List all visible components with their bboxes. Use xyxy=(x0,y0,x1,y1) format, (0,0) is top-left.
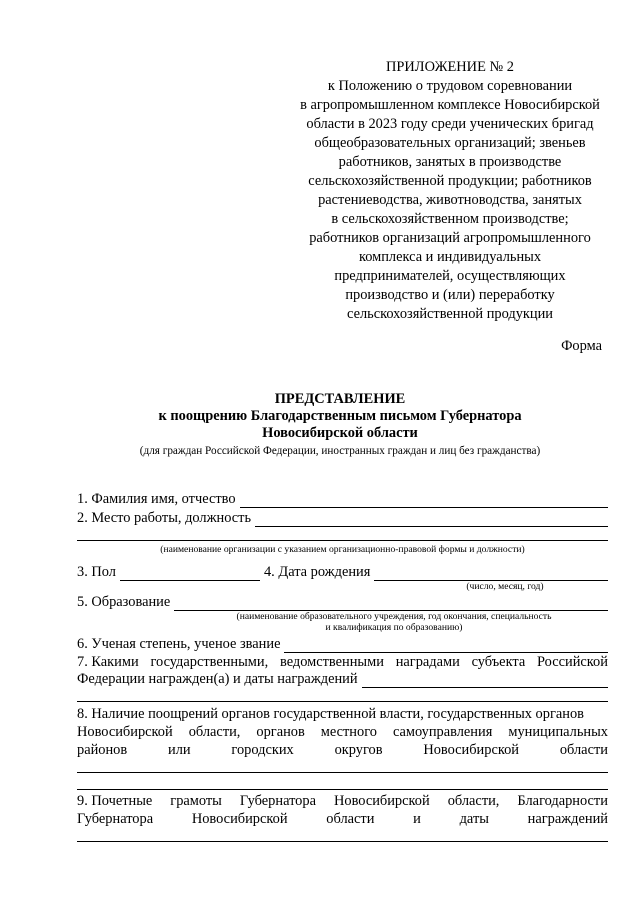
annex-line: растениеводства, животноводства, занятых xyxy=(318,192,582,208)
field-label: 8. Наличие поощрений органов государственной власти, государственных органов xyxy=(77,706,584,722)
text-word: Новосибирской xyxy=(423,742,520,758)
annex-line: предпринимателей, осуществляющих xyxy=(334,268,566,284)
text-word: и xyxy=(413,811,421,827)
annex-line: в агропромышленном комплексе Новосибирской xyxy=(300,97,600,113)
text-word: Благодарности xyxy=(517,793,608,809)
annex-line: сельскохозяйственной продукции; работников xyxy=(308,173,592,189)
field-awards-line1 xyxy=(77,654,608,671)
text-word: Губернатора xyxy=(77,811,154,827)
text-word: Новосибирской xyxy=(77,724,173,740)
field-sex-birthdate xyxy=(77,564,608,581)
field-label: 6. Ученая степень, ученое звание xyxy=(77,636,281,652)
education-line[interactable] xyxy=(174,597,608,611)
text-word: городских xyxy=(231,742,294,758)
annex-block xyxy=(270,58,630,324)
document-title-line3: Новосибирской области xyxy=(262,425,418,441)
incentives-line-2[interactable] xyxy=(77,789,608,790)
field-education xyxy=(77,594,608,611)
text-word: области xyxy=(559,742,608,758)
field-full-name xyxy=(77,491,608,508)
annex-line: работников, занятых в производстве xyxy=(338,154,562,170)
document-title-line2: к поощрению Благодарственным письмом Губернатора xyxy=(158,408,522,424)
incentives-line[interactable] xyxy=(77,772,608,773)
annex-line: комплекса и индивидуальных xyxy=(358,249,542,265)
document-heading xyxy=(60,391,620,459)
field-workplace xyxy=(77,510,608,527)
text-word: 7. Какими xyxy=(77,654,139,670)
annex-line: работников организаций агропромышленного xyxy=(309,230,591,246)
field-incentives-line2 xyxy=(77,724,608,741)
text-word: государственными, xyxy=(150,654,269,670)
full-name-line[interactable] xyxy=(240,494,608,508)
field-incentives-line3 xyxy=(77,742,608,759)
workplace-note: (наименование организации с указанием организационно-правовой формы и должности) xyxy=(160,544,525,555)
awards-line[interactable] xyxy=(362,674,608,688)
degree-line[interactable] xyxy=(284,639,608,653)
text-word: или xyxy=(168,742,191,758)
field-certificates-line2 xyxy=(77,811,608,828)
annex-line: сельскохозяйственной продукции xyxy=(347,306,553,322)
field-degree xyxy=(77,636,608,653)
text-word: районов xyxy=(77,742,128,758)
birthdate-note: (число, месяц, год) xyxy=(466,581,544,592)
field-label: 1. Фамилия имя, отчество xyxy=(77,491,236,507)
annex-line: области в 2023 году среди ученических бригад xyxy=(306,116,594,132)
text-word: даты xyxy=(459,811,489,827)
text-word: области, xyxy=(447,793,500,809)
annex-line: общеобразовательных организаций; звеньев xyxy=(314,135,586,151)
workplace-line[interactable] xyxy=(255,513,608,527)
text-word: грамоты xyxy=(170,793,222,809)
text-word: субъекта xyxy=(471,654,526,670)
annex-line: ПРИЛОЖЕНИЕ № 2 xyxy=(386,59,514,75)
awards-line-2[interactable] xyxy=(77,701,608,702)
text-word: области, xyxy=(188,724,241,740)
text-word: Новосибирской xyxy=(191,811,288,827)
field-label: 5. Образование xyxy=(77,594,171,610)
certificates-line[interactable] xyxy=(77,841,608,842)
education-note: и квалификация по образованию) xyxy=(325,622,463,633)
workplace-line-2[interactable] xyxy=(77,540,608,541)
field-certificates-line1 xyxy=(77,793,608,810)
field-label: 3. Пол xyxy=(77,564,116,580)
text-word: 9. Почетные xyxy=(77,793,153,809)
text-word: области xyxy=(326,811,375,827)
text-word: Губернатора xyxy=(239,793,316,809)
annex-line: в сельскохозяйственном производстве; xyxy=(331,211,569,227)
birthdate-line[interactable] xyxy=(374,567,608,581)
form-label: Форма xyxy=(561,338,602,354)
text-word: награждений xyxy=(527,811,608,827)
field-label: Федерации награжден(а) и даты награждений xyxy=(77,671,358,687)
field-label: 2. Место работы, должность xyxy=(77,510,252,526)
text-word: муниципальных xyxy=(508,724,608,740)
field-incentives-line1 xyxy=(77,706,608,723)
annex-line: производство и (или) переработку xyxy=(345,287,555,303)
sex-line[interactable] xyxy=(120,567,260,581)
text-word: органов xyxy=(256,724,305,740)
education-note: (наименование образовательного учреждения, год окончания, специальность xyxy=(236,611,552,622)
text-word: местного xyxy=(320,724,377,740)
text-word: Российской xyxy=(537,654,608,670)
text-word: Новосибирской xyxy=(333,793,430,809)
document-subtitle: (для граждан Российской Федерации, иностранных граждан и лиц без гражданства) xyxy=(139,445,541,457)
text-word: самоуправления xyxy=(392,724,493,740)
document-title: ПРЕДСТАВЛЕНИЕ xyxy=(274,391,406,407)
field-awards-line2 xyxy=(77,671,608,688)
text-word: округов xyxy=(334,742,383,758)
annex-line: к Положению о трудовом соревновании xyxy=(327,78,573,94)
text-word: ведомственными xyxy=(280,654,384,670)
text-word: наградами xyxy=(395,654,460,670)
field-label: 4. Дата рождения xyxy=(263,564,371,580)
